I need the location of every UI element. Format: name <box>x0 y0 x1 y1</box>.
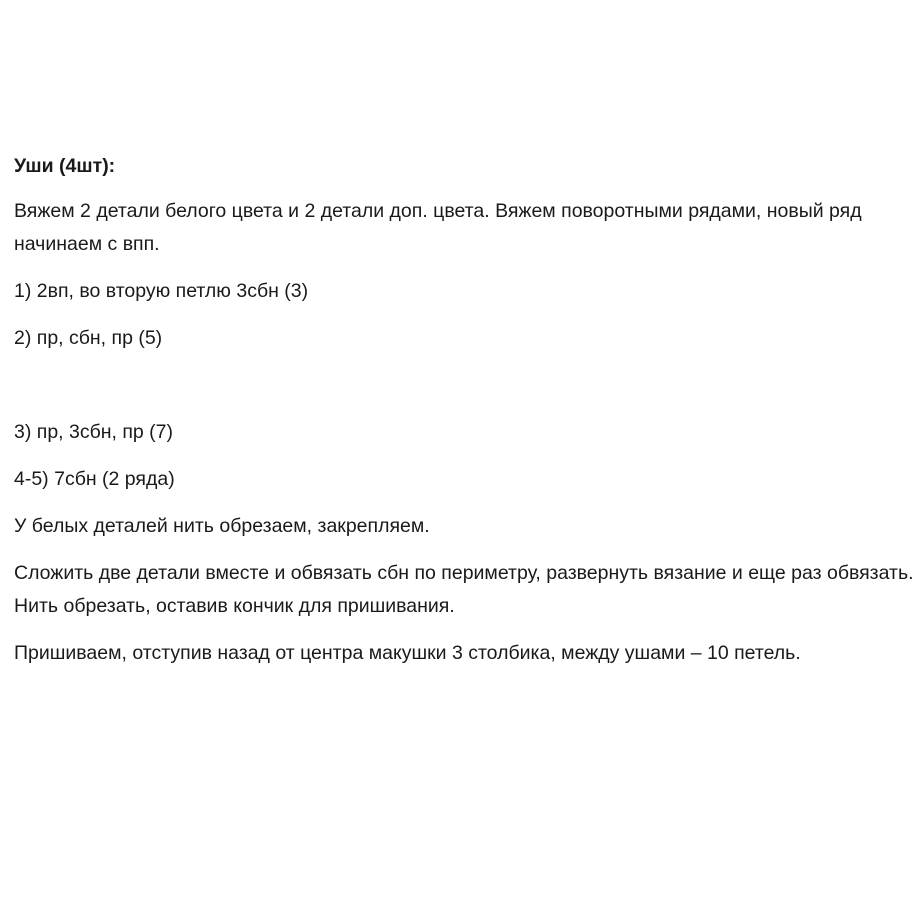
row-2: 2) пр, сбн, пр (5) <box>14 327 163 349</box>
row-1: 1) 2вп, во вторую петлю 3сбн (3) <box>14 280 309 302</box>
document-body <box>14 150 914 684</box>
note-sew-on: Пришиваем, отступив назад от центра макушки 3 столбика, между ушами – 10 петель. <box>14 642 801 664</box>
note-join-parts: Сложить две детали вместе и обвязать сбн по периметру, развернуть вязание и еще раз обвязать. Нить обрезать, оставив кончик для пришивания. <box>14 562 914 617</box>
intro-paragraph: Вяжем 2 детали белого цвета и 2 детали доп. цвета. Вяжем поворотными рядами, новый ряд начинаем с впп. <box>14 200 862 255</box>
row-4-5: 4-5) 7сбн (2 ряда) <box>14 468 175 490</box>
section-title: Уши (4шт): <box>14 155 116 177</box>
spacer <box>14 369 914 416</box>
row-3: 3) пр, 3сбн, пр (7) <box>14 421 174 443</box>
note-cut-thread: У белых деталей нить обрезаем, закрепляем. <box>14 515 430 537</box>
